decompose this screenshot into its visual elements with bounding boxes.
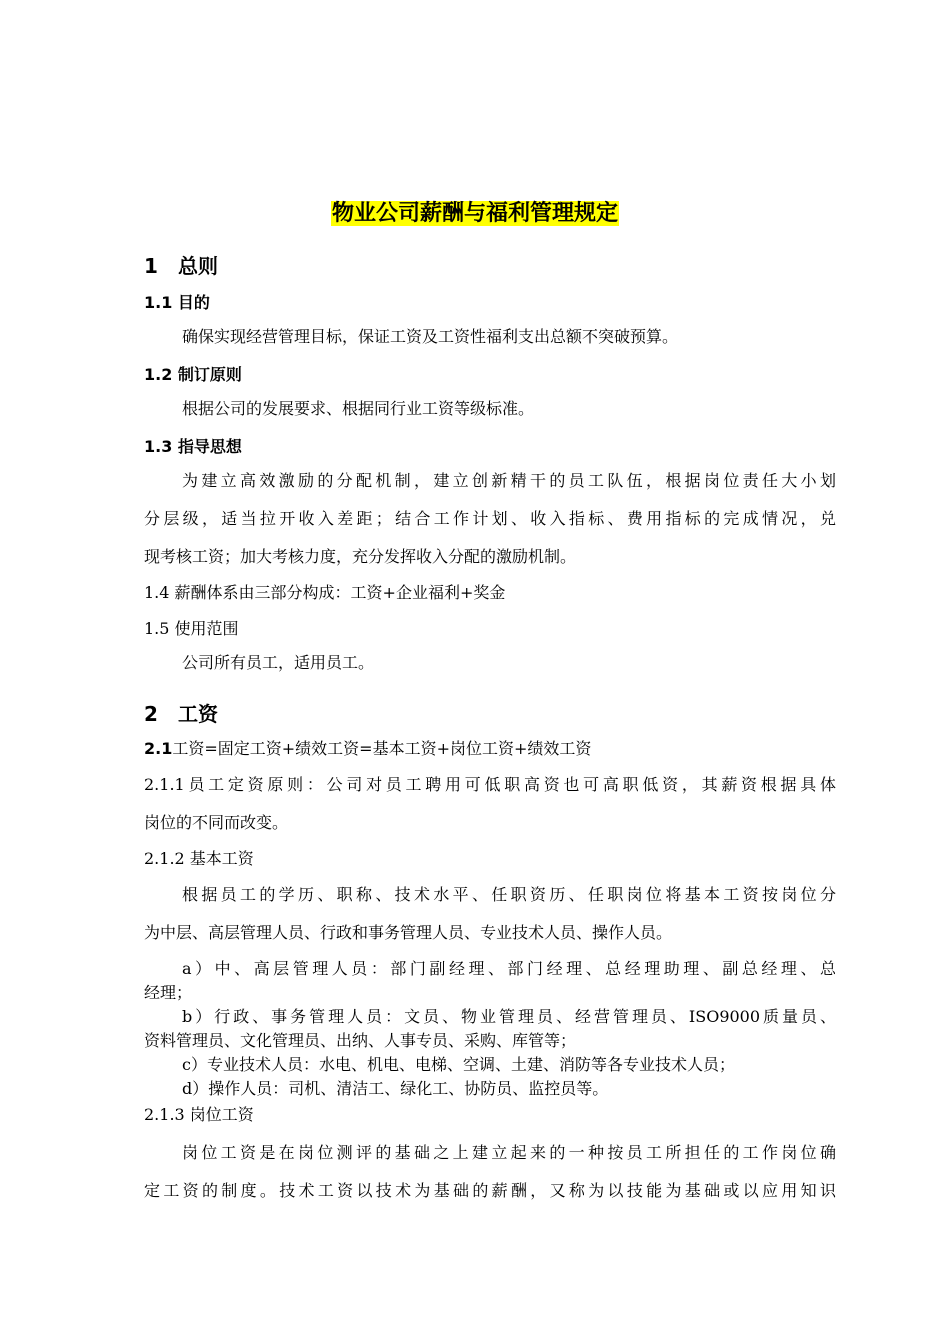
section-2-number: 2 [144,702,158,726]
section-2-1-3-heading: 2.1.3 岗位工资 [144,1105,254,1124]
section-2-1-2-heading: 2.1.2 基本工资 [144,849,254,868]
list-item-a-line-2: 经理； [144,983,193,1002]
section-1-2-paragraph: 根据公司的发展要求、根据同行业工资等级标准。 [182,399,535,418]
section-1-heading [144,252,218,280]
section-2-1-line [144,738,836,760]
section-2-label: 工资 [178,702,218,726]
section-2-1-2-line-2: 为中层、高层管理人员、行政和事务管理人员、专业技术人员、操作人员。 [144,923,673,942]
section-1-1-paragraph: 确保实现经营管理目标，保证工资及工资性福利支出总额不突破预算。 [182,327,679,346]
section-2-1-2-line-1: 根据员工的学历、职称、技术水平、任职资历、任职岗位将基本工资按岗位分 [182,885,836,904]
section-2-1-number: 2.1 [144,739,173,758]
section-1-3-line-3: 现考核工资；加大考核力度，充分发挥收入分配的激励机制。 [144,547,577,566]
section-1-3-line-1: 为建立高效激励的分配机制，建立创新精干的员工队伍，根据岗位责任大小划 [182,471,836,490]
section-1-4-line: 1.4 薪酬体系由三部分构成：工资+企业福利+奖金 [144,583,506,602]
section-2-1-1-line-2: 岗位的不同而改变。 [144,813,289,832]
document-title [0,196,950,232]
section-2-1-text: 工资=固定工资+绩效工资=基本工资+岗位工资+绩效工资 [172,739,592,758]
section-1-label: 总则 [178,254,218,278]
list-item-d-line-1: d）操作人员：司机、清洁工、绿化工、协防员、监控员等。 [182,1079,609,1098]
list-item-b-line-1: b）行政、事务管理人员：文员、物业管理员、经营管理员、ISO9000质量员、 [182,1007,836,1026]
section-1-3-line-2: 分层级，适当拉开收入差距；结合工作计划、收入指标、费用指标的完成情况，兑 [144,509,836,528]
section-1-3-heading: 1.3 指导思想 [144,437,242,456]
document-title-text: 物业公司薪酬与福利管理规定 [331,201,618,226]
section-2-1-1-line-1: 2.1.1员工定资原则：公司对员工聘用可低职高资也可高职低资，其薪资根据具体 [144,775,836,794]
list-item-b-line-2: 资料管理员、文化管理员、出纳、人事专员、采购、库管等； [144,1031,577,1050]
list-item-c-line-1: c）专业技术人员：水电、机电、电梯、空调、土建、消防等各专业技术人员； [182,1055,735,1074]
list-item-a-line-1: a）中、高层管理人员：部门副经理、部门经理、总经理助理、副总经理、总 [182,959,836,978]
section-2-heading [144,700,218,728]
section-1-number: 1 [144,254,158,278]
section-1-5-paragraph: 公司所有员工，适用员工。 [182,653,375,672]
section-2-1-3-line-1: 岗位工资是在岗位测评的基础之上建立起来的一种按员工所担任的工作岗位确 [182,1143,836,1162]
section-1-5-heading: 1.5 使用范围 [144,619,239,638]
section-2-1-3-line-2: 定工资的制度。技术工资以技术为基础的薪酬，又称为以技能为基础或以应用知识 [144,1181,836,1200]
section-1-2-heading: 1.2 制订原则 [144,365,242,384]
section-1-1-heading: 1.1 目的 [144,293,210,312]
